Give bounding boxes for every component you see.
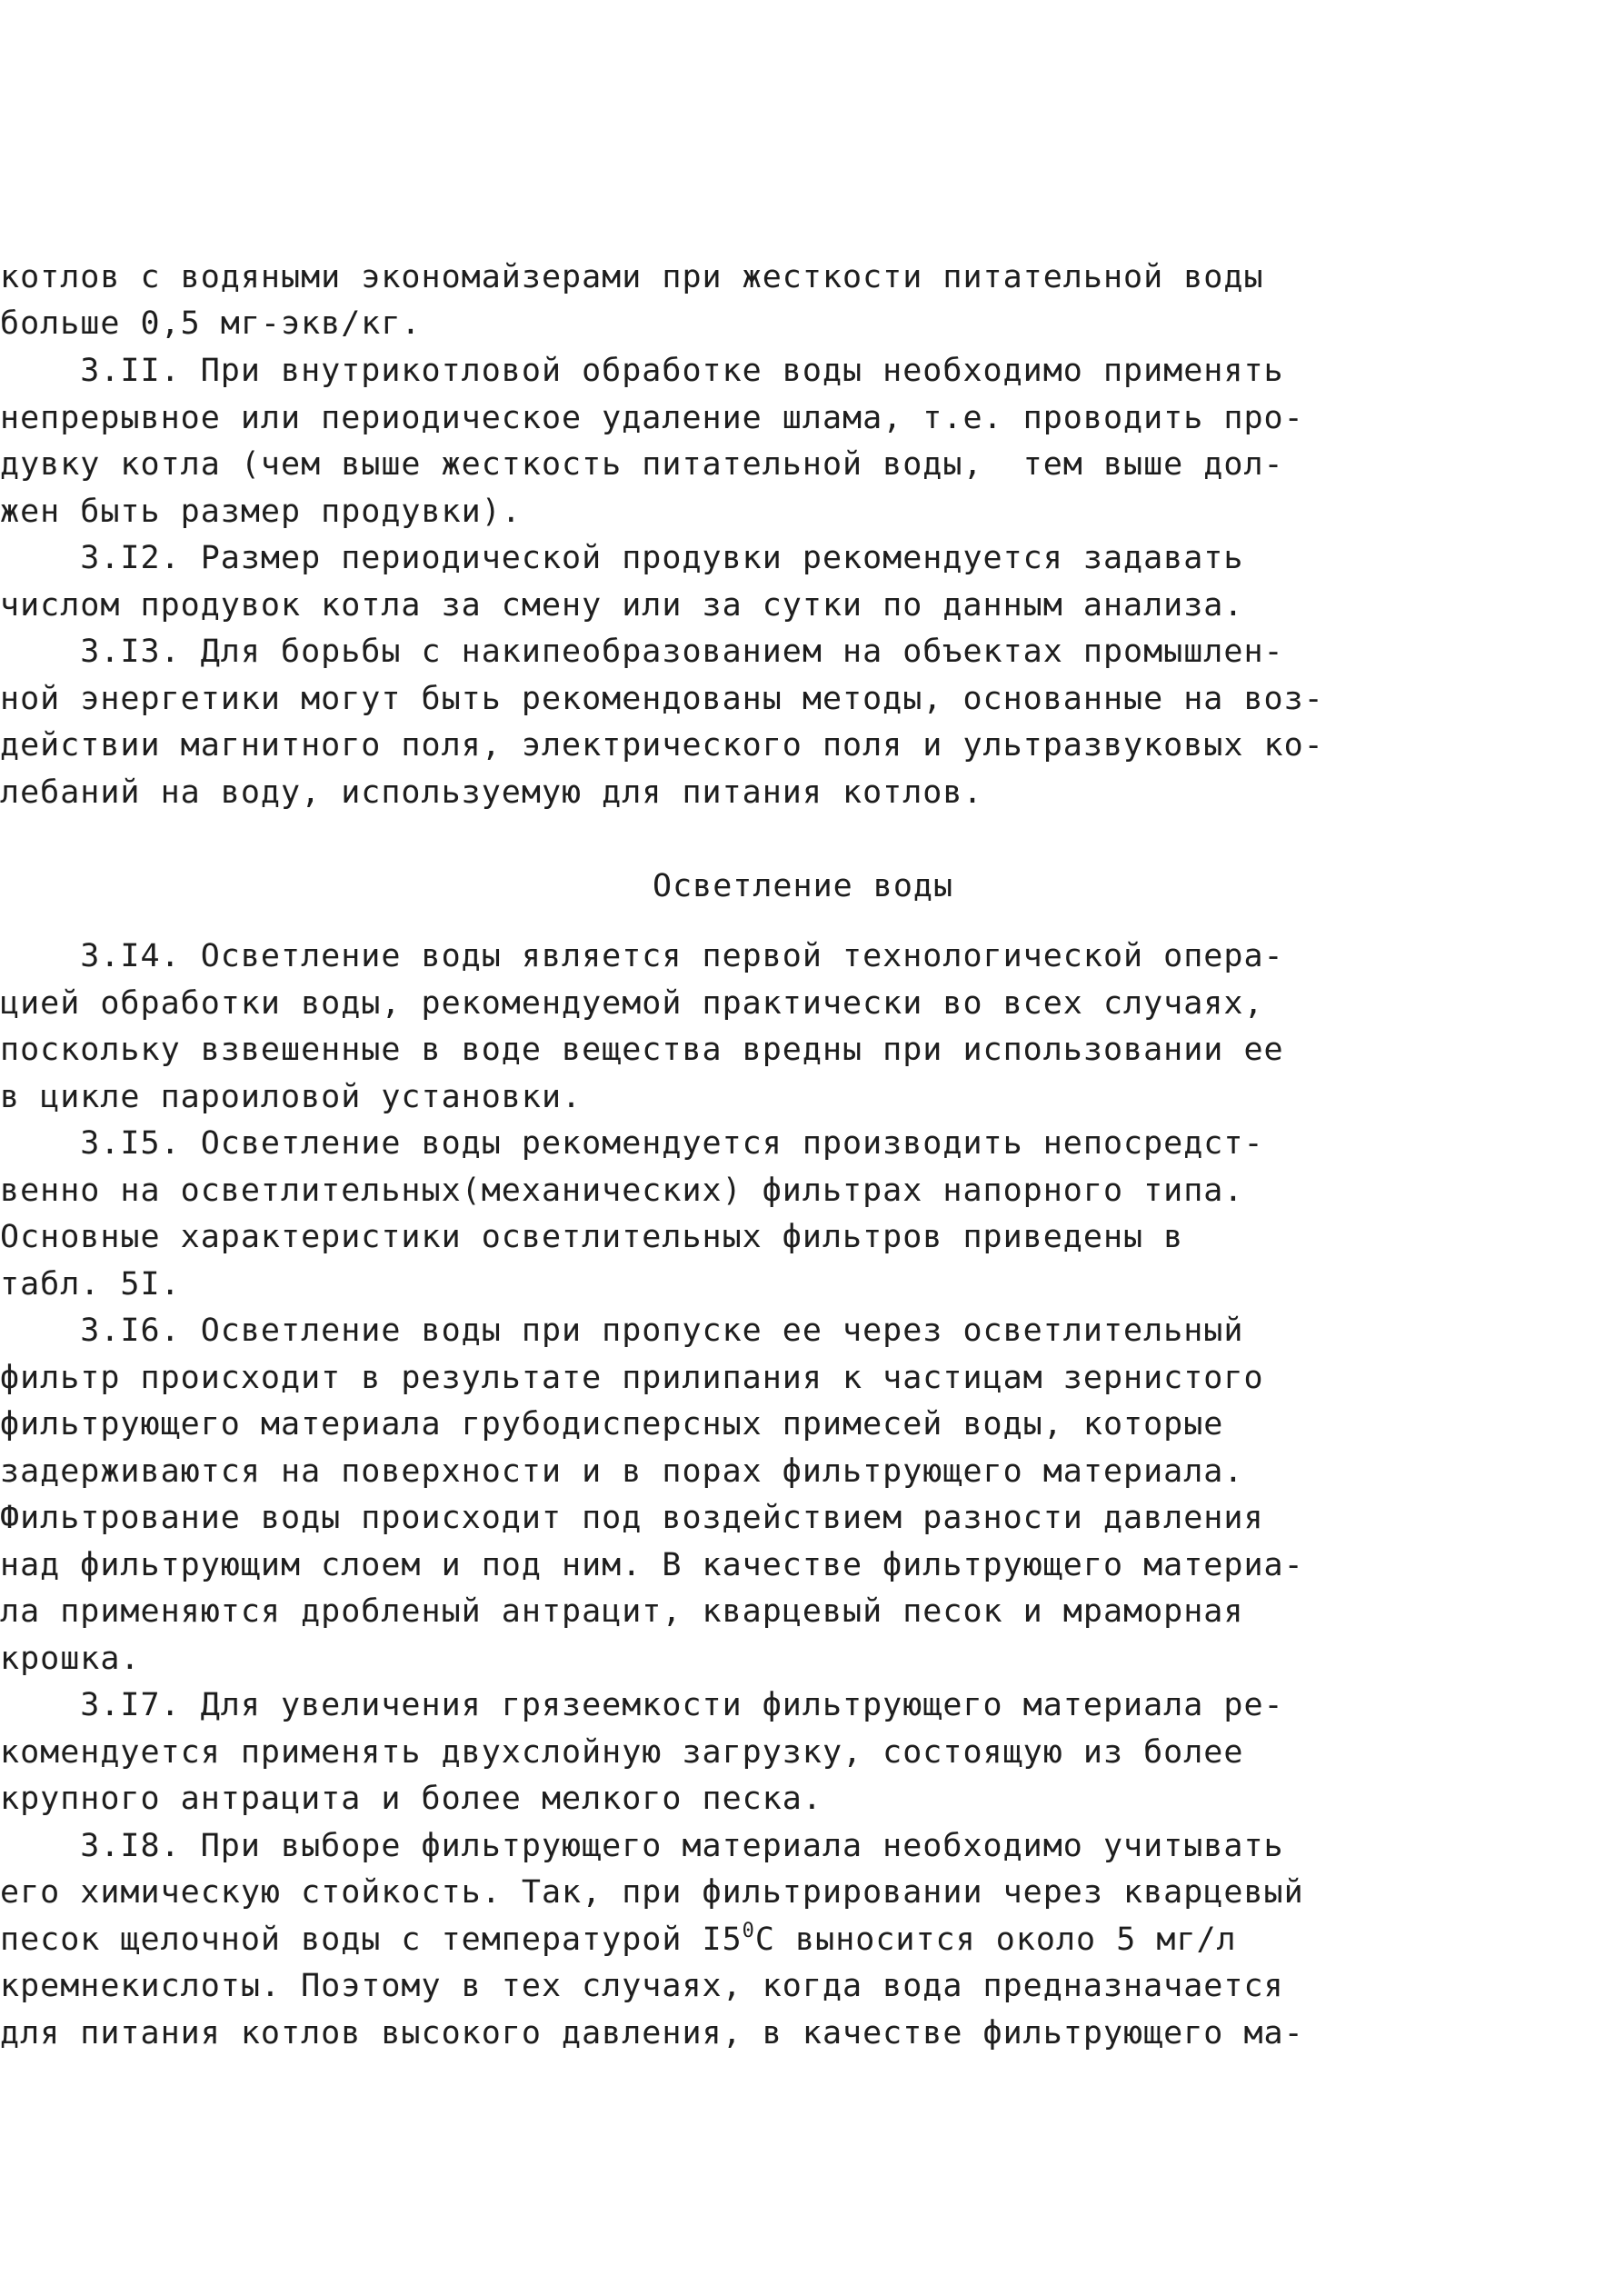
text-line: фильтр происходит в результате прилипания к частицам зернистого	[0, 1360, 1264, 1396]
text-line: венно на осветлительных(механических) фильтрах напорного типа.	[0, 1173, 1244, 1209]
text-line: 3.II. При внутрикотловой обработке воды необходимо применять	[0, 353, 1284, 389]
text-line: его химическую стойкость. Так, при фильтрировании через кварцевый	[0, 1874, 1304, 1911]
degree-superscript: 0	[742, 1920, 755, 1942]
text-line: 3.I8. При выборе фильтрующего материала необходимо учитывать	[0, 1828, 1284, 1864]
text-line: над фильтрующим слоем и под ним. В качестве фильтрующего материа-	[0, 1547, 1304, 1583]
text-line: жен быть размер продувки).	[0, 494, 522, 530]
text-line: крупного антрацита и более мелкого песка.	[0, 1781, 822, 1817]
text-line: поскольку взвешенные в воде вещества вредны при использовании ее	[0, 1032, 1284, 1068]
text-line: непрерывное или периодическое удаление шлама, т.е. проводить про-	[0, 400, 1304, 436]
section-heading: Осветление воды	[653, 868, 954, 904]
text-line: лебаний на воду, используемую для питания котлов.	[0, 774, 983, 811]
text-line: дувку котла (чем выше жесткость питательной воды, тем выше дол-	[0, 446, 1284, 483]
text-line: числом продувок котла за смену или за сутки по данным анализа.	[0, 587, 1244, 624]
text-line: 3.I3. Для борьбы с накипеобразованием на объектах промышлен-	[0, 634, 1284, 670]
text-segment: песок щелочной воды с температурой I5	[0, 1922, 743, 1958]
text-line: действии магнитного поля, электрического поля и ультразвуковых ко-	[0, 727, 1324, 764]
text-line: комендуется применять двухслойную загрузку, состоящую из более	[0, 1734, 1244, 1771]
text-segment: С выносится около 5 мг/л	[754, 1922, 1237, 1958]
text-line: задерживаются на поверхности и в порах фильтрующего материала.	[0, 1453, 1244, 1490]
text-line: больше 0,5 мг-экв/кг.	[0, 305, 422, 342]
text-line: Фильтрование воды происходит под воздействием разности давления	[0, 1500, 1264, 1536]
text-line: 3.I5. Осветление воды рекомендуется производить непосредст-	[0, 1125, 1264, 1162]
text-line: 3.I2. Размер периодической продувки рекомендуется задавать	[0, 540, 1244, 576]
text-line: табл. 5I.	[0, 1266, 181, 1303]
text-line: цией обработки воды, рекомендуемой практически во всех случаях,	[0, 985, 1264, 1022]
text-line: ной энергетики могут быть рекомендованы методы, основанные на воз-	[0, 681, 1324, 717]
text-line: Основные характеристики осветлительных фильтров приведены в	[0, 1219, 1184, 1255]
text-line: фильтрующего материала грубодисперсных примесей воды, которые	[0, 1406, 1224, 1442]
text-line: 3.I4. Осветление воды является первой технологической опера-	[0, 938, 1284, 974]
text-line: в цикле пароиловой установки.	[0, 1079, 583, 1115]
text-line: 3.I7. Для увеличения грязеемкости фильтрующего материала ре-	[0, 1687, 1284, 1723]
text-line: крошка.	[0, 1641, 141, 1677]
text-line: кремнекислоты. Поэтому в тех случаях, когда вода предназначается	[0, 1968, 1284, 2004]
text-line: для питания котлов высокого давления, в качестве фильтрующего ма-	[0, 2015, 1304, 2051]
text-line: котлов с водяными экономайзерами при жесткости питательной воды	[0, 259, 1264, 295]
text-line: ла применяются дробленый антрацит, кварцевый песок и мраморная	[0, 1593, 1244, 1630]
text-line-temperature	[0, 1920, 1237, 1958]
text-line: 3.I6. Осветление воды при пропуске ее через осветлительный	[0, 1313, 1244, 1349]
